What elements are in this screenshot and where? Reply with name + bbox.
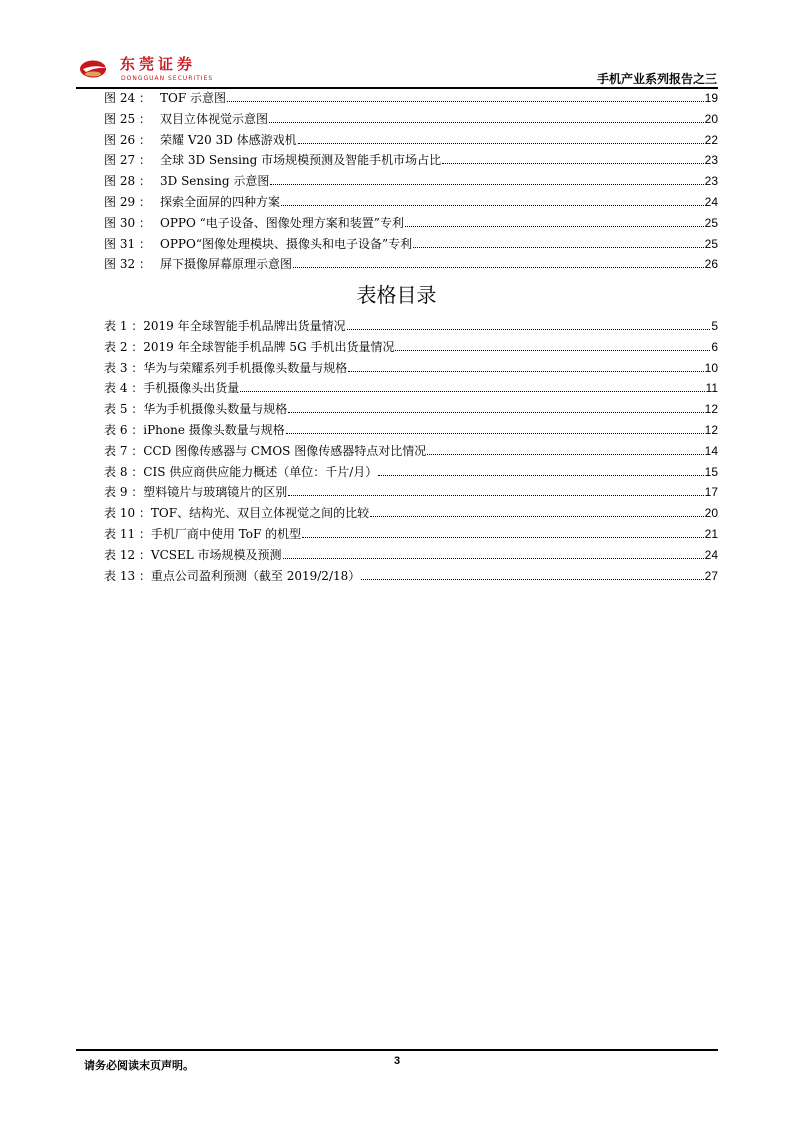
- table-toc-entry[interactable]: [104, 358, 718, 376]
- figure-toc-entry[interactable]: [104, 150, 718, 168]
- dot-leader: [442, 163, 703, 164]
- dot-leader: [227, 101, 704, 102]
- entry-page-number: 19: [704, 91, 718, 105]
- entry-label: 表 8 ：: [104, 464, 144, 479]
- entry-label: 图 29 ：: [104, 195, 151, 209]
- entry-title: 华为与荣耀系列手机摄像头数量与规格: [143, 360, 348, 375]
- entry-title: TOF 示意图: [160, 91, 226, 105]
- entry-page-number: 14: [704, 443, 718, 458]
- entry-title: TOF、结构光、双目立体视觉之间的比较: [150, 506, 370, 521]
- dot-leader: [270, 184, 703, 185]
- entry-page-number: 12: [704, 402, 718, 417]
- entry-label: 图 24 ：: [104, 91, 151, 105]
- entry-title: 2019 年全球智能手机品牌 5G 手机出货量情况: [143, 339, 395, 354]
- entry-label: 表 2 ：: [104, 339, 144, 354]
- tables-toc-title: 表格目录: [356, 283, 437, 307]
- dot-leader: [240, 391, 704, 392]
- entry-label: 表 10 ：: [104, 506, 151, 521]
- entry-label: 表 11 ：: [104, 527, 151, 541]
- entry-page-number: 24: [704, 195, 718, 209]
- entry-title: 华为手机摄像头数量与规格: [143, 402, 288, 417]
- dot-leader: [269, 122, 704, 123]
- table-toc-entry[interactable]: [104, 399, 718, 417]
- entry-label: 表 7 ：: [104, 443, 144, 458]
- entry-page-number: 6: [711, 339, 718, 354]
- entry-label: 表 1 ：: [104, 319, 144, 333]
- entry-label: 图 31 ：: [104, 236, 151, 251]
- entry-title: 重点公司盈利预测（截至 2019/2/18）: [150, 568, 361, 583]
- dot-leader: [413, 247, 704, 248]
- entry-page-number: 20: [704, 111, 718, 126]
- entry-label: 表 13 ：: [104, 568, 151, 583]
- entry-label: 图 28 ：: [104, 174, 151, 189]
- entry-page-number: 23: [704, 153, 718, 168]
- footer-divider: [76, 1049, 718, 1051]
- table-toc-entry[interactable]: [104, 566, 718, 584]
- dot-leader: [288, 412, 703, 413]
- entry-title: 全球 3D Sensing 市场规模预测及智能手机市场占比: [160, 153, 442, 168]
- entry-title: 2019 年全球智能手机品牌出货量情况: [143, 319, 346, 333]
- dot-leader: [293, 267, 704, 268]
- entry-page-number: 12: [704, 423, 718, 437]
- table-toc-entry[interactable]: [104, 337, 718, 355]
- table-toc-entry[interactable]: [104, 462, 718, 480]
- footer-disclaimer-note: 请务必阅读末页声明。: [84, 1059, 194, 1072]
- figure-toc-entry[interactable]: [104, 88, 718, 106]
- entry-title: OPPO“图像处理模块、摄像头和电子设备”专利: [160, 236, 413, 251]
- entry-label: 表 3 ：: [104, 360, 144, 375]
- dot-leader: [427, 454, 703, 455]
- entry-page-number: 24: [704, 547, 718, 562]
- entry-page-number: 25: [704, 215, 718, 230]
- figure-toc-entry[interactable]: [104, 109, 718, 127]
- figure-toc-entry[interactable]: [104, 254, 718, 272]
- entry-title: 荣耀 V20 3D 体感游戏机: [160, 132, 297, 147]
- entry-label: 图 26 ：: [104, 132, 151, 147]
- entry-label: 表 12 ：: [104, 547, 151, 562]
- entry-page-number: 26: [704, 257, 718, 272]
- entry-page-number: 21: [704, 527, 718, 541]
- table-toc-entry[interactable]: [104, 420, 718, 438]
- entry-page-number: 27: [704, 568, 718, 583]
- entry-page-number: 11: [705, 381, 718, 396]
- dot-leader: [286, 433, 704, 434]
- entry-title: 塑料镜片与玻璃镜片的区别: [143, 485, 288, 500]
- report-series-title: 手机产业系列报告之三: [596, 72, 717, 86]
- entry-page-number: 10: [704, 360, 718, 375]
- figure-toc-entry[interactable]: [104, 192, 718, 210]
- table-toc-entry[interactable]: [104, 503, 718, 521]
- entry-page-number: 22: [704, 132, 718, 147]
- entry-title: CCD 图像传感器与 CMOS 图像传感器特点对比情况: [143, 443, 427, 458]
- entry-page-number: 20: [704, 506, 718, 521]
- entry-title: 手机摄像头出货量: [143, 381, 240, 396]
- dot-leader: [348, 371, 703, 372]
- entry-title: CIS 供应商供应能力概述（单位：千片/月）: [143, 464, 378, 479]
- figure-toc-entry[interactable]: [104, 171, 718, 189]
- entry-title: iPhone 摄像头数量与规格: [143, 423, 285, 437]
- dot-leader: [378, 475, 703, 476]
- entry-page-number: 25: [704, 236, 718, 251]
- figure-toc-entry[interactable]: [104, 213, 718, 231]
- entry-title: 双目立体视觉示意图: [160, 111, 269, 126]
- entry-title: VCSEL 市场规模及预测: [150, 547, 282, 562]
- entry-label: 图 32 ：: [104, 257, 151, 272]
- figure-toc-entry[interactable]: [104, 234, 718, 252]
- company-logo: [80, 56, 230, 84]
- entry-label: 图 25 ：: [104, 111, 151, 126]
- entry-label: 图 30 ：: [104, 215, 151, 230]
- table-toc-entry[interactable]: [104, 378, 718, 396]
- logo-text-cn: 东莞证券: [120, 55, 197, 73]
- logo-emblem-icon: [80, 60, 108, 78]
- entry-page-number: 5: [711, 319, 718, 333]
- entry-page-number: 23: [704, 174, 718, 189]
- entry-label: 表 6 ：: [104, 423, 144, 437]
- table-toc-entry[interactable]: [104, 524, 718, 542]
- dot-leader: [395, 350, 710, 351]
- figure-toc-entry[interactable]: [104, 130, 718, 148]
- entry-label: 表 5 ：: [104, 402, 144, 417]
- entry-title: 手机厂商中使用 ToF 的机型: [150, 527, 302, 541]
- dot-leader: [298, 143, 704, 144]
- table-toc-entry[interactable]: [104, 441, 718, 459]
- dot-leader: [283, 558, 704, 559]
- table-toc-entry[interactable]: [104, 316, 718, 334]
- dot-leader: [370, 516, 704, 517]
- entry-page-number: 17: [704, 485, 718, 500]
- entry-title: 探索全面屏的四种方案: [160, 195, 281, 209]
- dot-leader: [347, 329, 711, 330]
- page-number: 3: [394, 1055, 401, 1067]
- entry-page-number: 15: [704, 464, 718, 479]
- entry-title: OPPO “电子设备、图像处理方案和装置”专利: [160, 215, 404, 230]
- entry-label: 图 27 ：: [104, 153, 151, 168]
- entry-label: 表 9 ：: [104, 485, 144, 500]
- logo-text-en: DONGGUAN SECURITIES: [121, 75, 214, 82]
- dot-leader: [405, 226, 704, 227]
- entry-title: 屏下摄像屏幕原理示意图: [160, 257, 293, 272]
- entry-label: 表 4 ：: [104, 381, 144, 396]
- dot-leader: [288, 495, 703, 496]
- dot-leader: [281, 205, 704, 206]
- table-toc-entry[interactable]: [104, 482, 718, 500]
- dot-leader: [302, 537, 703, 538]
- dot-leader: [361, 579, 703, 580]
- table-toc-entry[interactable]: [104, 545, 718, 563]
- entry-title: 3D Sensing 示意图: [160, 174, 270, 189]
